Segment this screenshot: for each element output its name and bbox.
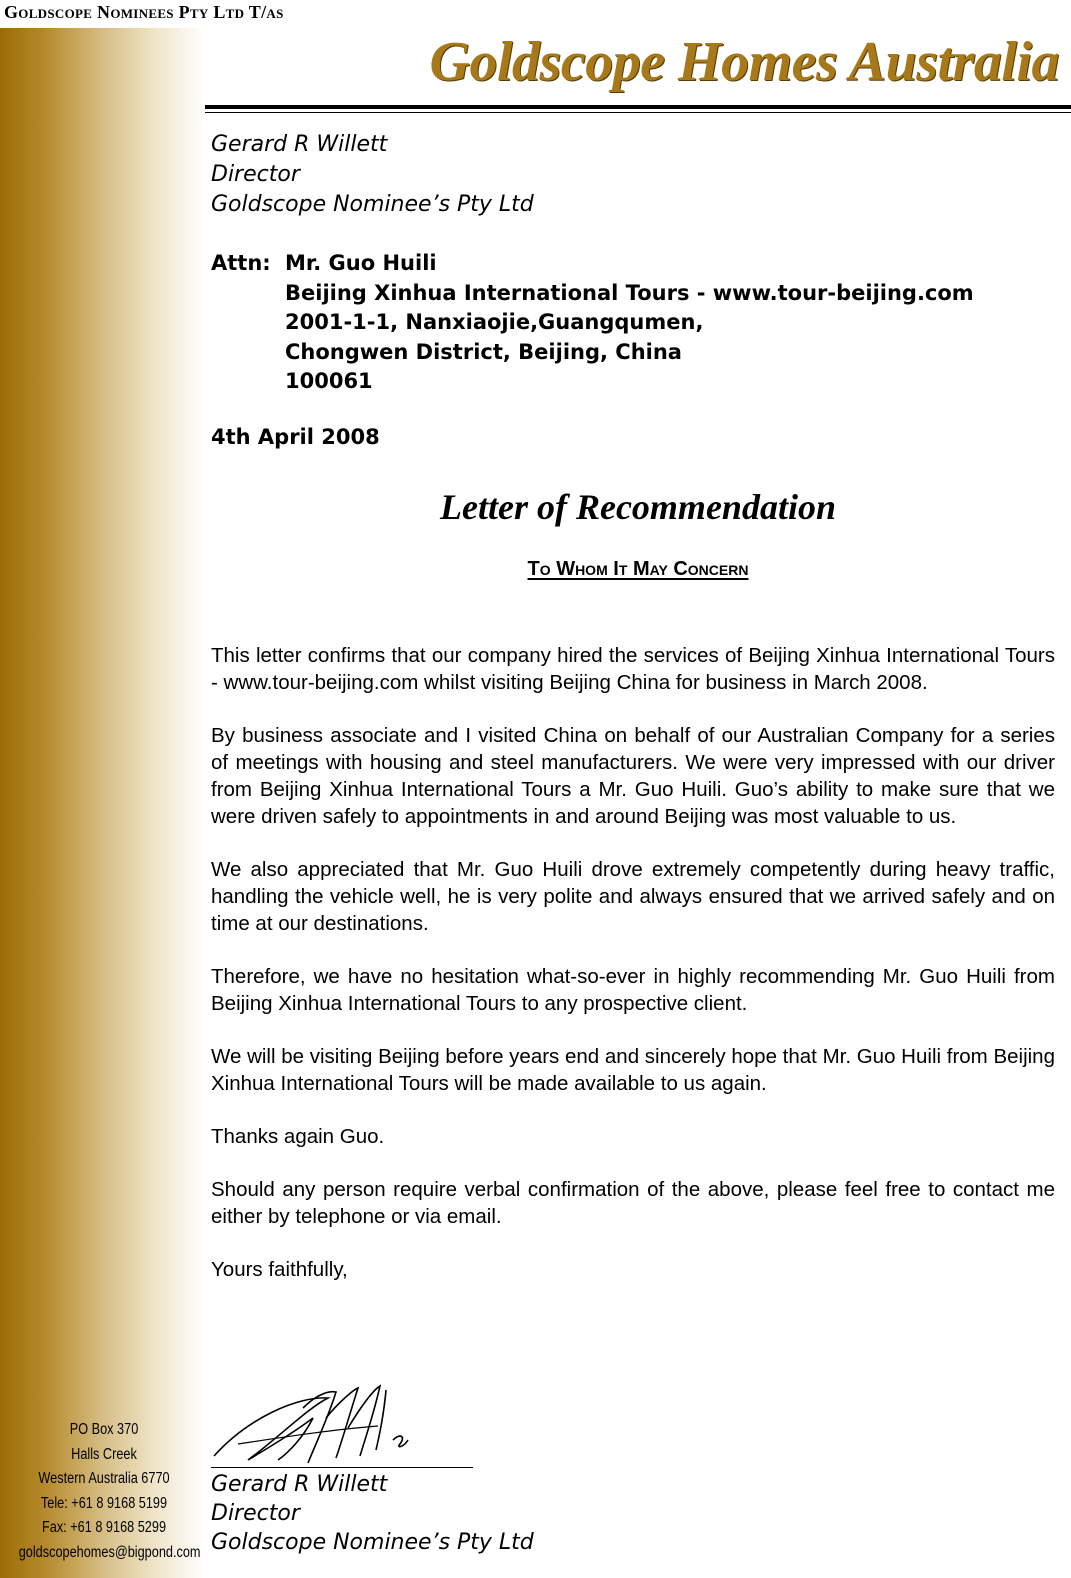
sender-block — [211, 130, 534, 220]
address-phone: Tele: +61 8 9168 5199 — [40, 1494, 168, 1512]
body-paragraph: By business associate and I visited China on behalf of our Australian Company for a series of meetings with housing and steel manufacturers. We were very impressed with our driver from Beijing Xinhua International Tours a Mr. Guo Huili. Guo’s ability to make sure that we were driven safely to appointments in and around Beijing was most valuable to us. — [211, 724, 1055, 828]
body-paragraph: Therefore, we have no hesitation what-so-ever in highly recommending Mr. Guo Huili from Beijing Xinhua International Tours to any prospective client. — [211, 965, 1055, 1015]
closing-block — [211, 1470, 534, 1557]
body-paragraph: This letter confirms that our company hired the services of Beijing Xinhua International Tours - www.tour-beijing.com whilst visiting Beijing China for business in March 2008. — [211, 644, 1055, 694]
letter-date: 4th April 2008 — [211, 425, 380, 449]
body-paragraph: We will be visiting Beijing before years end and sincerely hope that Mr. Guo Huili from Beijing Xinhua International Tours will be made available to us again. — [211, 1045, 1055, 1095]
letter-body — [211, 642, 1055, 1309]
address-fax: Fax: +61 8 9168 5299 — [41, 1519, 167, 1536]
sign-off: Yours faithfully, — [211, 1258, 348, 1281]
recipient-postcode: 100061 — [285, 369, 373, 393]
address-state: Western Australia 6770 — [38, 1470, 170, 1487]
body-paragraph: Thanks again Guo. — [211, 1125, 385, 1148]
brand-logo-text: Goldscope Homes Australia — [429, 31, 1059, 93]
address-town: Halls Creek — [71, 1445, 137, 1463]
recipient-block — [211, 249, 974, 397]
signature-line — [211, 1467, 473, 1468]
company-contact-address — [18, 1418, 201, 1565]
body-paragraph: Should any person require verbal confirmation of the above, please feel free to contact me either by telephone or via email. — [211, 1178, 1055, 1228]
sender-company: Goldscope Nominee’s Pty Ltd — [211, 192, 534, 217]
letter-heading: Letter of Recommendation — [440, 487, 836, 527]
letter-subheading: To Whom It May Concern — [527, 558, 749, 580]
closing-name: Gerard R Willett — [211, 1472, 388, 1497]
gold-gradient-sidebar — [0, 28, 205, 1578]
address-po-box: PO Box 370 — [69, 1421, 139, 1438]
recipient-city: Chongwen District, Beijing, China — [285, 339, 682, 364]
header-rule — [205, 105, 1071, 109]
recipient-address — [285, 249, 974, 397]
recipient-street: 2001-1-1, Nanxiaojie,Guangqumen, — [285, 310, 704, 334]
handwritten-signature — [208, 1378, 478, 1468]
closing-company: Goldscope Nominee’s Pty Ltd — [211, 1530, 534, 1555]
header-rule-thin — [205, 112, 1071, 113]
recipient-company: Beijing Xinhua International Tours - www.tour-beijing.com — [285, 280, 974, 305]
body-paragraph: We also appreciated that Mr. Guo Huili drove extremely competently during heavy traffic, handling the vehicle well, he is very polite and always ensured that we arrived safely and on time at our destinations. — [211, 858, 1055, 935]
attn-label: Attn: — [211, 251, 271, 275]
sender-name: Gerard R Willett — [211, 132, 388, 157]
recipient-name: Mr. Guo Huili — [285, 251, 437, 275]
closing-title: Director — [211, 1501, 300, 1526]
sender-title: Director — [211, 162, 300, 187]
address-email: goldscopehomes@bigpond.com — [18, 1543, 201, 1561]
company-legal-name: Goldscope Nominees Pty Ltd T/as — [4, 2, 284, 22]
